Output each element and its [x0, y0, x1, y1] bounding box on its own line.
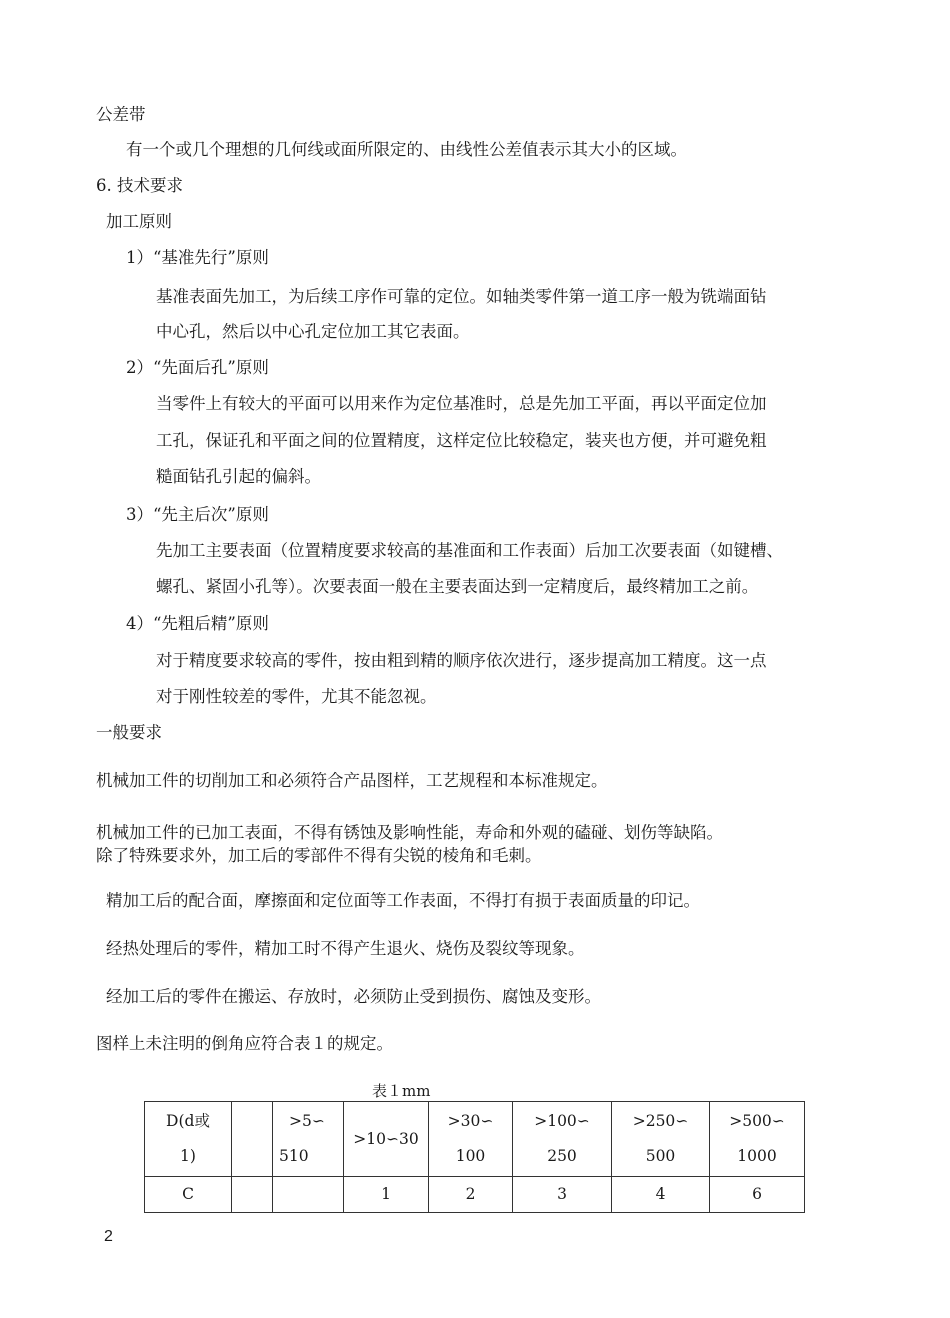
req-2: 机械加工件的已加工表面，不得有锈蚀及影响性能，寿命和外观的磕碰、划伤等缺陷。	[96, 823, 723, 842]
header-100-bottom: 250	[547, 1147, 577, 1165]
header-500-bottom: 1000	[737, 1147, 777, 1165]
principle-4-line2: 对于刚性较差的零件，尤其不能忽视。	[156, 687, 437, 706]
header-cell-d	[145, 1102, 232, 1177]
general-req-heading: 一般要求	[96, 723, 162, 742]
machining-principles-heading: 加工原则	[106, 212, 172, 231]
header-5-top: >5∽	[289, 1112, 325, 1130]
tech-req-heading: 6. 技术要求	[96, 176, 183, 195]
header-cell-30-100	[429, 1102, 513, 1177]
header-30-bottom: 100	[455, 1147, 486, 1165]
principle-3-title: 3）“先主后次”原则	[126, 505, 269, 524]
principle-2-line3: 糙面钻孔引起的偏斜。	[156, 467, 321, 486]
row-c-cell: 6	[710, 1177, 805, 1213]
req-6: 经加工后的零件在搬运、存放时，必须防止受到损伤、腐蚀及变形。	[106, 987, 601, 1006]
req-3: 除了特殊要求外，加工后的零部件不得有尖锐的棱角和毛刺。	[96, 846, 542, 865]
header-d-bottom: 1)	[180, 1147, 196, 1165]
principle-1-line2: 中心孔，然后以中心孔定位加工其它表面。	[156, 322, 470, 341]
header-250-bottom: 500	[645, 1147, 676, 1165]
table-row-c	[145, 1177, 805, 1213]
header-100-top: >100∽	[534, 1112, 590, 1130]
principle-1-title: 1）“基准先行”原则	[126, 248, 269, 267]
principle-3-line1: 先加工主要表面（位置精度要求较高的基准面和工作表面）后加工次要表面（如键槽、	[156, 541, 783, 560]
table-caption: 表１mm	[372, 1082, 431, 1100]
table-header-row	[145, 1102, 805, 1177]
header-cell-250-500	[612, 1102, 710, 1177]
req-5: 经热处理后的零件，精加工时不得产生退火、烧伤及裂纹等现象。	[106, 939, 585, 958]
header-250-top: >250∽	[632, 1112, 689, 1130]
header-cell-10-30: >10∽30	[344, 1102, 429, 1177]
row-c-cell: 2	[429, 1177, 513, 1213]
req-7: 图样上未注明的倒角应符合表１的规定。	[96, 1034, 393, 1053]
principle-2-title: 2）“先面后孔”原则	[126, 358, 269, 377]
req-4: 精加工后的配合面，摩擦面和定位面等工作表面，不得打有损于表面质量的印记。	[106, 891, 700, 910]
chamfer-table	[144, 1101, 805, 1213]
header-cell-100-250	[513, 1102, 612, 1177]
header-d-top: D(d或	[166, 1112, 210, 1130]
tolerance-zone-heading: 公差带	[96, 105, 146, 124]
header-cell-500-1000	[710, 1102, 805, 1177]
header-cell-5-10	[273, 1102, 344, 1177]
page-number: 2	[104, 1228, 113, 1245]
principle-2-line2: 工孔，保证孔和平面之间的位置精度，这样定位比较稳定，装夹也方便，并可避免粗	[156, 431, 767, 450]
header-5-bottom: 510	[279, 1147, 309, 1165]
principle-3-line2: 螺孔、紧固小孔等）。次要表面一般在主要表面达到一定精度后，最终精加工之前。	[156, 577, 759, 596]
row-c-cell: 1	[344, 1177, 429, 1213]
row-c-cell	[273, 1177, 344, 1213]
principle-4-title: 4）“先粗后精”原则	[126, 614, 269, 633]
header-30-top: >30∽	[447, 1112, 494, 1130]
row-c-cell: 4	[612, 1177, 710, 1213]
principle-2-line1: 当零件上有较大的平面可以用来作为定位基准时，总是先加工平面，再以平面定位加	[156, 394, 767, 413]
principle-1-line1: 基准表面先加工，为后续工序作可靠的定位。如轴类零件第一道工序一般为铣端面钻	[156, 287, 767, 306]
header-cell-blank	[232, 1102, 273, 1177]
row-c-cell	[232, 1177, 273, 1213]
header-500-top: >500∽	[729, 1112, 785, 1130]
principle-4-line1: 对于精度要求较高的零件，按由粗到精的顺序依次进行，逐步提高加工精度。这一点	[156, 651, 767, 670]
req-1: 机械加工件的切削加工和必须符合产品图样，工艺规程和本标准规定。	[96, 771, 608, 790]
row-c-label: C	[145, 1177, 232, 1213]
row-c-cell: 3	[513, 1177, 612, 1213]
tolerance-zone-text: 有一个或几个理想的几何线或面所限定的、由线性公差值表示其大小的区域。	[126, 140, 687, 159]
